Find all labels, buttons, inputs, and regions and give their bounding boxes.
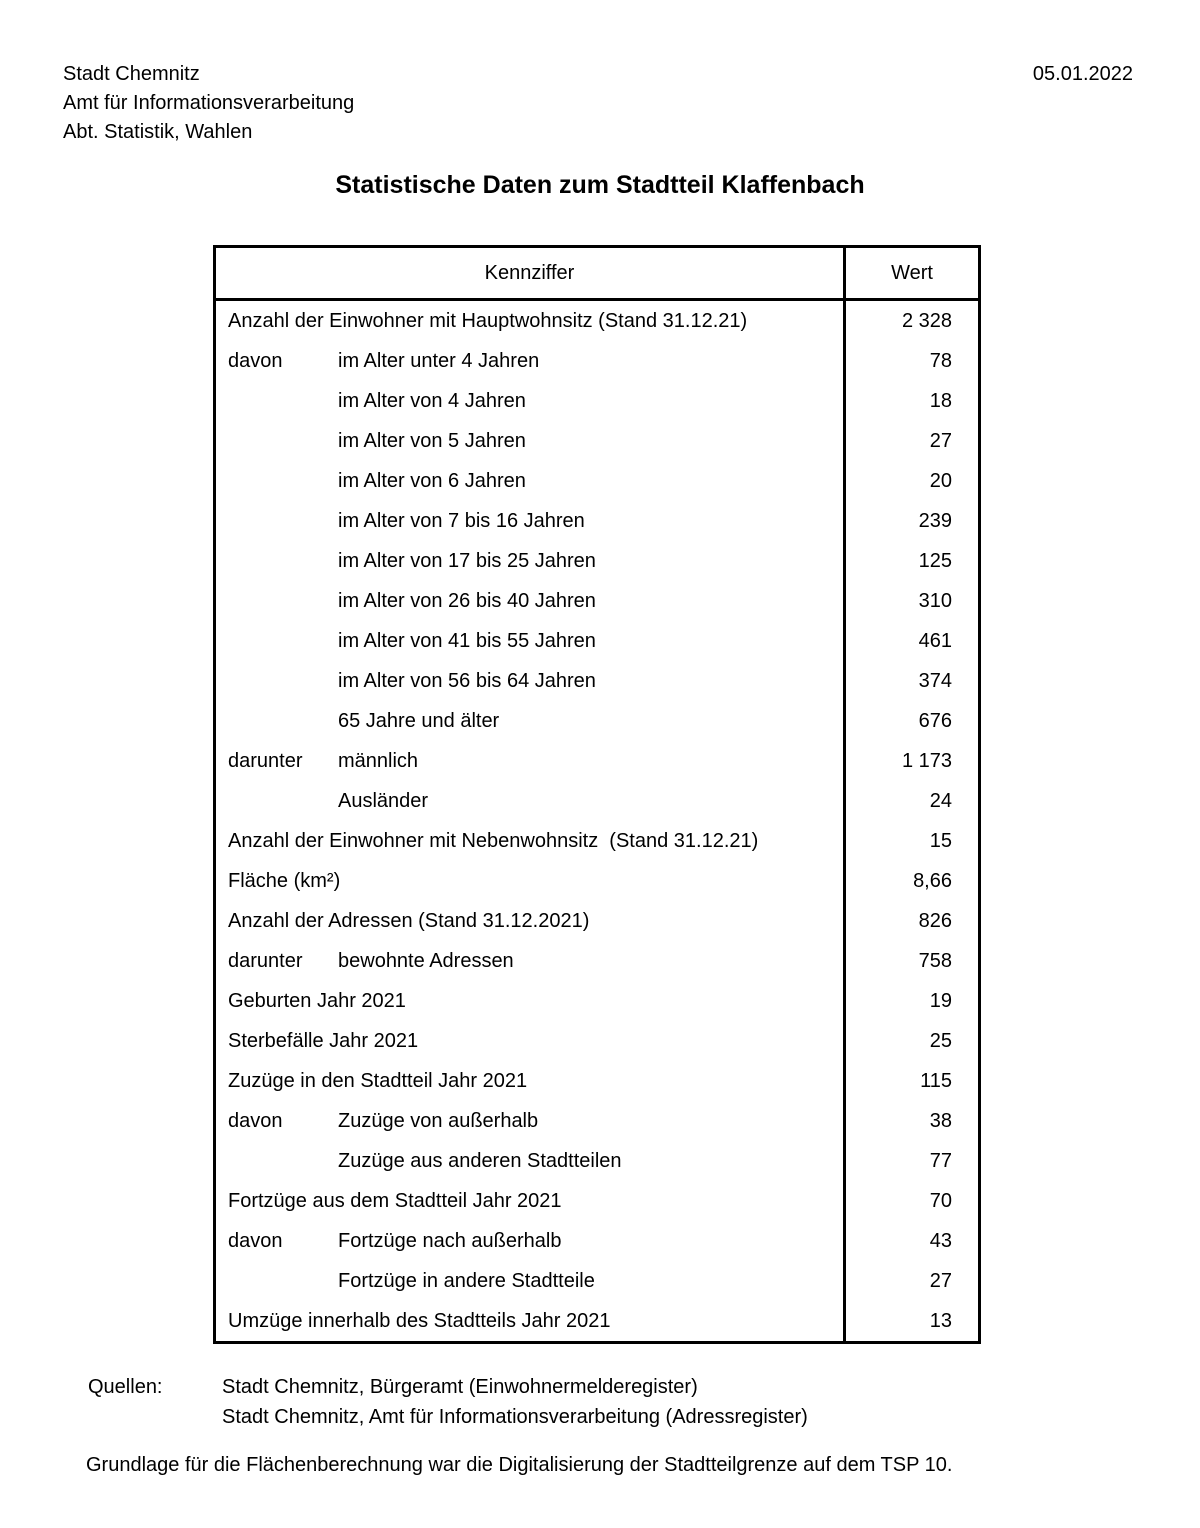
source-line-1: Stadt Chemnitz, Bürgeramt (Einwohnermelderegister): [222, 1376, 698, 1398]
wert-cell: [843, 1261, 978, 1301]
document-date: 05.01.2022: [1032, 63, 1133, 85]
row-value: 25: [929, 1029, 952, 1052]
table-row: [216, 581, 978, 621]
row-label: im Alter von 5 Jahren: [338, 429, 526, 452]
wert-cell: [843, 501, 978, 541]
wert-cell: [843, 1021, 978, 1061]
kennziffer-cell: [216, 581, 843, 621]
wert-cell: [843, 701, 978, 741]
kennziffer-cell: [216, 621, 843, 661]
kennziffer-cell: [216, 701, 843, 741]
row-label: Fortzüge in andere Stadtteile: [338, 1269, 595, 1292]
wert-cell: [843, 341, 978, 381]
table-row: [216, 621, 978, 661]
kennziffer-cell: [216, 1021, 843, 1061]
col-header-wert: Wert: [843, 248, 978, 298]
row-value: 125: [918, 549, 952, 572]
kennziffer-cell: [216, 1221, 843, 1261]
table-row: [216, 781, 978, 821]
table-row: [216, 901, 978, 941]
kennziffer-cell: [216, 541, 843, 581]
table-row: [216, 1061, 978, 1101]
row-value: 24: [929, 789, 952, 812]
wert-cell: [843, 1221, 978, 1261]
row-value: 2 328: [901, 309, 952, 332]
kennziffer-cell: [216, 301, 843, 341]
page-title: Statistische Daten zum Stadtteil Klaffenbach: [335, 171, 865, 199]
row-value: 19: [929, 989, 952, 1012]
row-label: Zuzüge in den Stadtteil Jahr 2021: [228, 1069, 528, 1092]
row-value: 27: [929, 1269, 952, 1292]
wert-cell: [843, 1061, 978, 1101]
row-value: 77: [929, 1149, 952, 1172]
row-label: Fortzüge nach außerhalb: [338, 1229, 562, 1252]
kennziffer-cell: [216, 941, 843, 981]
row-value: 18: [929, 389, 952, 412]
row-value: 1 173: [901, 749, 952, 772]
row-label: Anzahl der Adressen (Stand 31.12.2021): [228, 909, 590, 932]
row-value: 8,66: [913, 869, 952, 892]
table-row: [216, 341, 978, 381]
row-value: 826: [918, 909, 952, 932]
row-value: 70: [929, 1189, 952, 1212]
table-row: [216, 1301, 978, 1341]
row-label: Fläche (km²): [228, 869, 341, 892]
wert-cell: [843, 461, 978, 501]
row-label: Anzahl der Einwohner mit Nebenwohnsitz (Stand 31.12.21): [228, 829, 759, 852]
row-prefix: davon: [228, 1109, 283, 1132]
row-label: männlich: [338, 749, 419, 772]
row-value: 310: [918, 589, 952, 612]
row-label: im Alter von 26 bis 40 Jahren: [338, 589, 596, 612]
table-row: [216, 1221, 978, 1261]
row-label: Geburten Jahr 2021: [228, 989, 406, 1012]
table-row: [216, 941, 978, 981]
row-value: 115: [920, 1069, 952, 1092]
kennziffer-cell: [216, 901, 843, 941]
kennziffer-cell: [216, 661, 843, 701]
row-label: Ausländer: [338, 789, 429, 812]
row-value: 758: [918, 949, 952, 972]
table-row: [216, 301, 978, 341]
stats-table: [213, 245, 981, 1344]
table-row: [216, 821, 978, 861]
row-prefix: davon: [228, 1229, 283, 1252]
row-label: Umzüge innerhalb des Stadtteils Jahr 2021: [228, 1309, 611, 1332]
kennziffer-cell: [216, 381, 843, 421]
kennziffer-cell: [216, 741, 843, 781]
letterhead: [63, 60, 354, 147]
kennziffer-cell: [216, 1101, 843, 1141]
wert-cell: [843, 941, 978, 981]
row-label: im Alter von 7 bis 16 Jahren: [338, 509, 585, 532]
wert-cell: [843, 421, 978, 461]
row-label: im Alter von 56 bis 64 Jahren: [338, 669, 596, 692]
table-row: [216, 741, 978, 781]
row-value: 374: [918, 669, 952, 692]
kennziffer-cell: [216, 501, 843, 541]
table-row: [216, 501, 978, 541]
wert-cell: [843, 901, 978, 941]
row-label: Zuzüge von außerhalb: [338, 1109, 539, 1132]
row-label: Zuzüge aus anderen Stadtteilen: [338, 1149, 622, 1172]
row-prefix: darunter: [228, 749, 303, 772]
sources-list: [222, 1372, 808, 1432]
wert-cell: [843, 581, 978, 621]
wert-cell: [843, 1101, 978, 1141]
row-prefix: darunter: [228, 949, 303, 972]
wert-cell: [843, 1181, 978, 1221]
row-label: Anzahl der Einwohner mit Hauptwohnsitz (Stand 31.12.21): [228, 309, 748, 332]
row-value: 676: [918, 709, 952, 732]
kennziffer-cell: [216, 1141, 843, 1181]
kennziffer-cell: [216, 981, 843, 1021]
table-row: [216, 421, 978, 461]
table-body: [216, 301, 978, 1341]
kennziffer-cell: [216, 1061, 843, 1101]
kennziffer-cell: [216, 781, 843, 821]
col-header-kennziffer: Kennziffer: [484, 261, 575, 284]
row-value: 20: [929, 469, 952, 492]
kennziffer-cell: [216, 1301, 843, 1341]
row-value: 15: [929, 829, 952, 852]
table-row: [216, 461, 978, 501]
wert-cell: [843, 741, 978, 781]
wert-cell: [843, 621, 978, 661]
row-prefix: davon: [228, 349, 283, 372]
wert-cell: [843, 301, 978, 341]
table-row: [216, 1261, 978, 1301]
row-value: 78: [929, 349, 952, 372]
wert-cell: [843, 861, 978, 901]
kennziffer-cell: [216, 421, 843, 461]
row-label: im Alter von 4 Jahren: [338, 389, 526, 412]
row-value: 27: [929, 429, 952, 452]
table-row: [216, 1101, 978, 1141]
row-label: Fortzüge aus dem Stadtteil Jahr 2021: [228, 1189, 562, 1212]
wert-cell: [843, 981, 978, 1021]
table-row: [216, 701, 978, 741]
row-value: 13: [929, 1309, 952, 1332]
row-label: im Alter unter 4 Jahren: [338, 349, 540, 372]
table-row: [216, 981, 978, 1021]
table-row: [216, 381, 978, 421]
table-row: [216, 1141, 978, 1181]
table-row: [216, 661, 978, 701]
row-label: im Alter von 17 bis 25 Jahren: [338, 549, 596, 572]
row-value: 461: [918, 629, 952, 652]
table-row: [216, 541, 978, 581]
org-line-3: Abt. Statistik, Wahlen: [63, 121, 253, 143]
kennziffer-cell: [216, 461, 843, 501]
kennziffer-cell: [216, 861, 843, 901]
wert-cell: [843, 541, 978, 581]
row-label: 65 Jahre und älter: [338, 709, 500, 732]
wert-cell: [843, 661, 978, 701]
row-label: im Alter von 41 bis 55 Jahren: [338, 629, 596, 652]
wert-cell: [843, 781, 978, 821]
wert-cell: [843, 1301, 978, 1341]
row-value: 43: [929, 1229, 952, 1252]
kennziffer-cell: [216, 341, 843, 381]
org-line-1: Stadt Chemnitz: [63, 63, 200, 85]
kennziffer-cell: [216, 1181, 843, 1221]
kennziffer-cell: [216, 1261, 843, 1301]
row-label: bewohnte Adressen: [338, 949, 514, 972]
table-row: [216, 861, 978, 901]
row-label: im Alter von 6 Jahren: [338, 469, 526, 492]
area-calculation-note: Grundlage für die Flächenberechnung war die Digitalisierung der Stadtteilgrenze auf dem TSP 10.: [86, 1454, 953, 1476]
sources-block: [88, 1372, 808, 1432]
wert-cell: [843, 821, 978, 861]
org-line-2: Amt für Informationsverarbeitung: [63, 92, 355, 114]
table-header-row: [216, 248, 978, 301]
sources-label: Quellen:: [88, 1376, 163, 1398]
row-value: 38: [929, 1109, 952, 1132]
wert-cell: [843, 381, 978, 421]
kennziffer-cell: [216, 821, 843, 861]
table-row: [216, 1021, 978, 1061]
table-row: [216, 1181, 978, 1221]
row-value: 239: [918, 509, 952, 532]
row-label: Sterbefälle Jahr 2021: [228, 1029, 419, 1052]
source-line-2: Stadt Chemnitz, Amt für Informationsverarbeitung (Adressregister): [222, 1406, 808, 1428]
wert-cell: [843, 1141, 978, 1181]
